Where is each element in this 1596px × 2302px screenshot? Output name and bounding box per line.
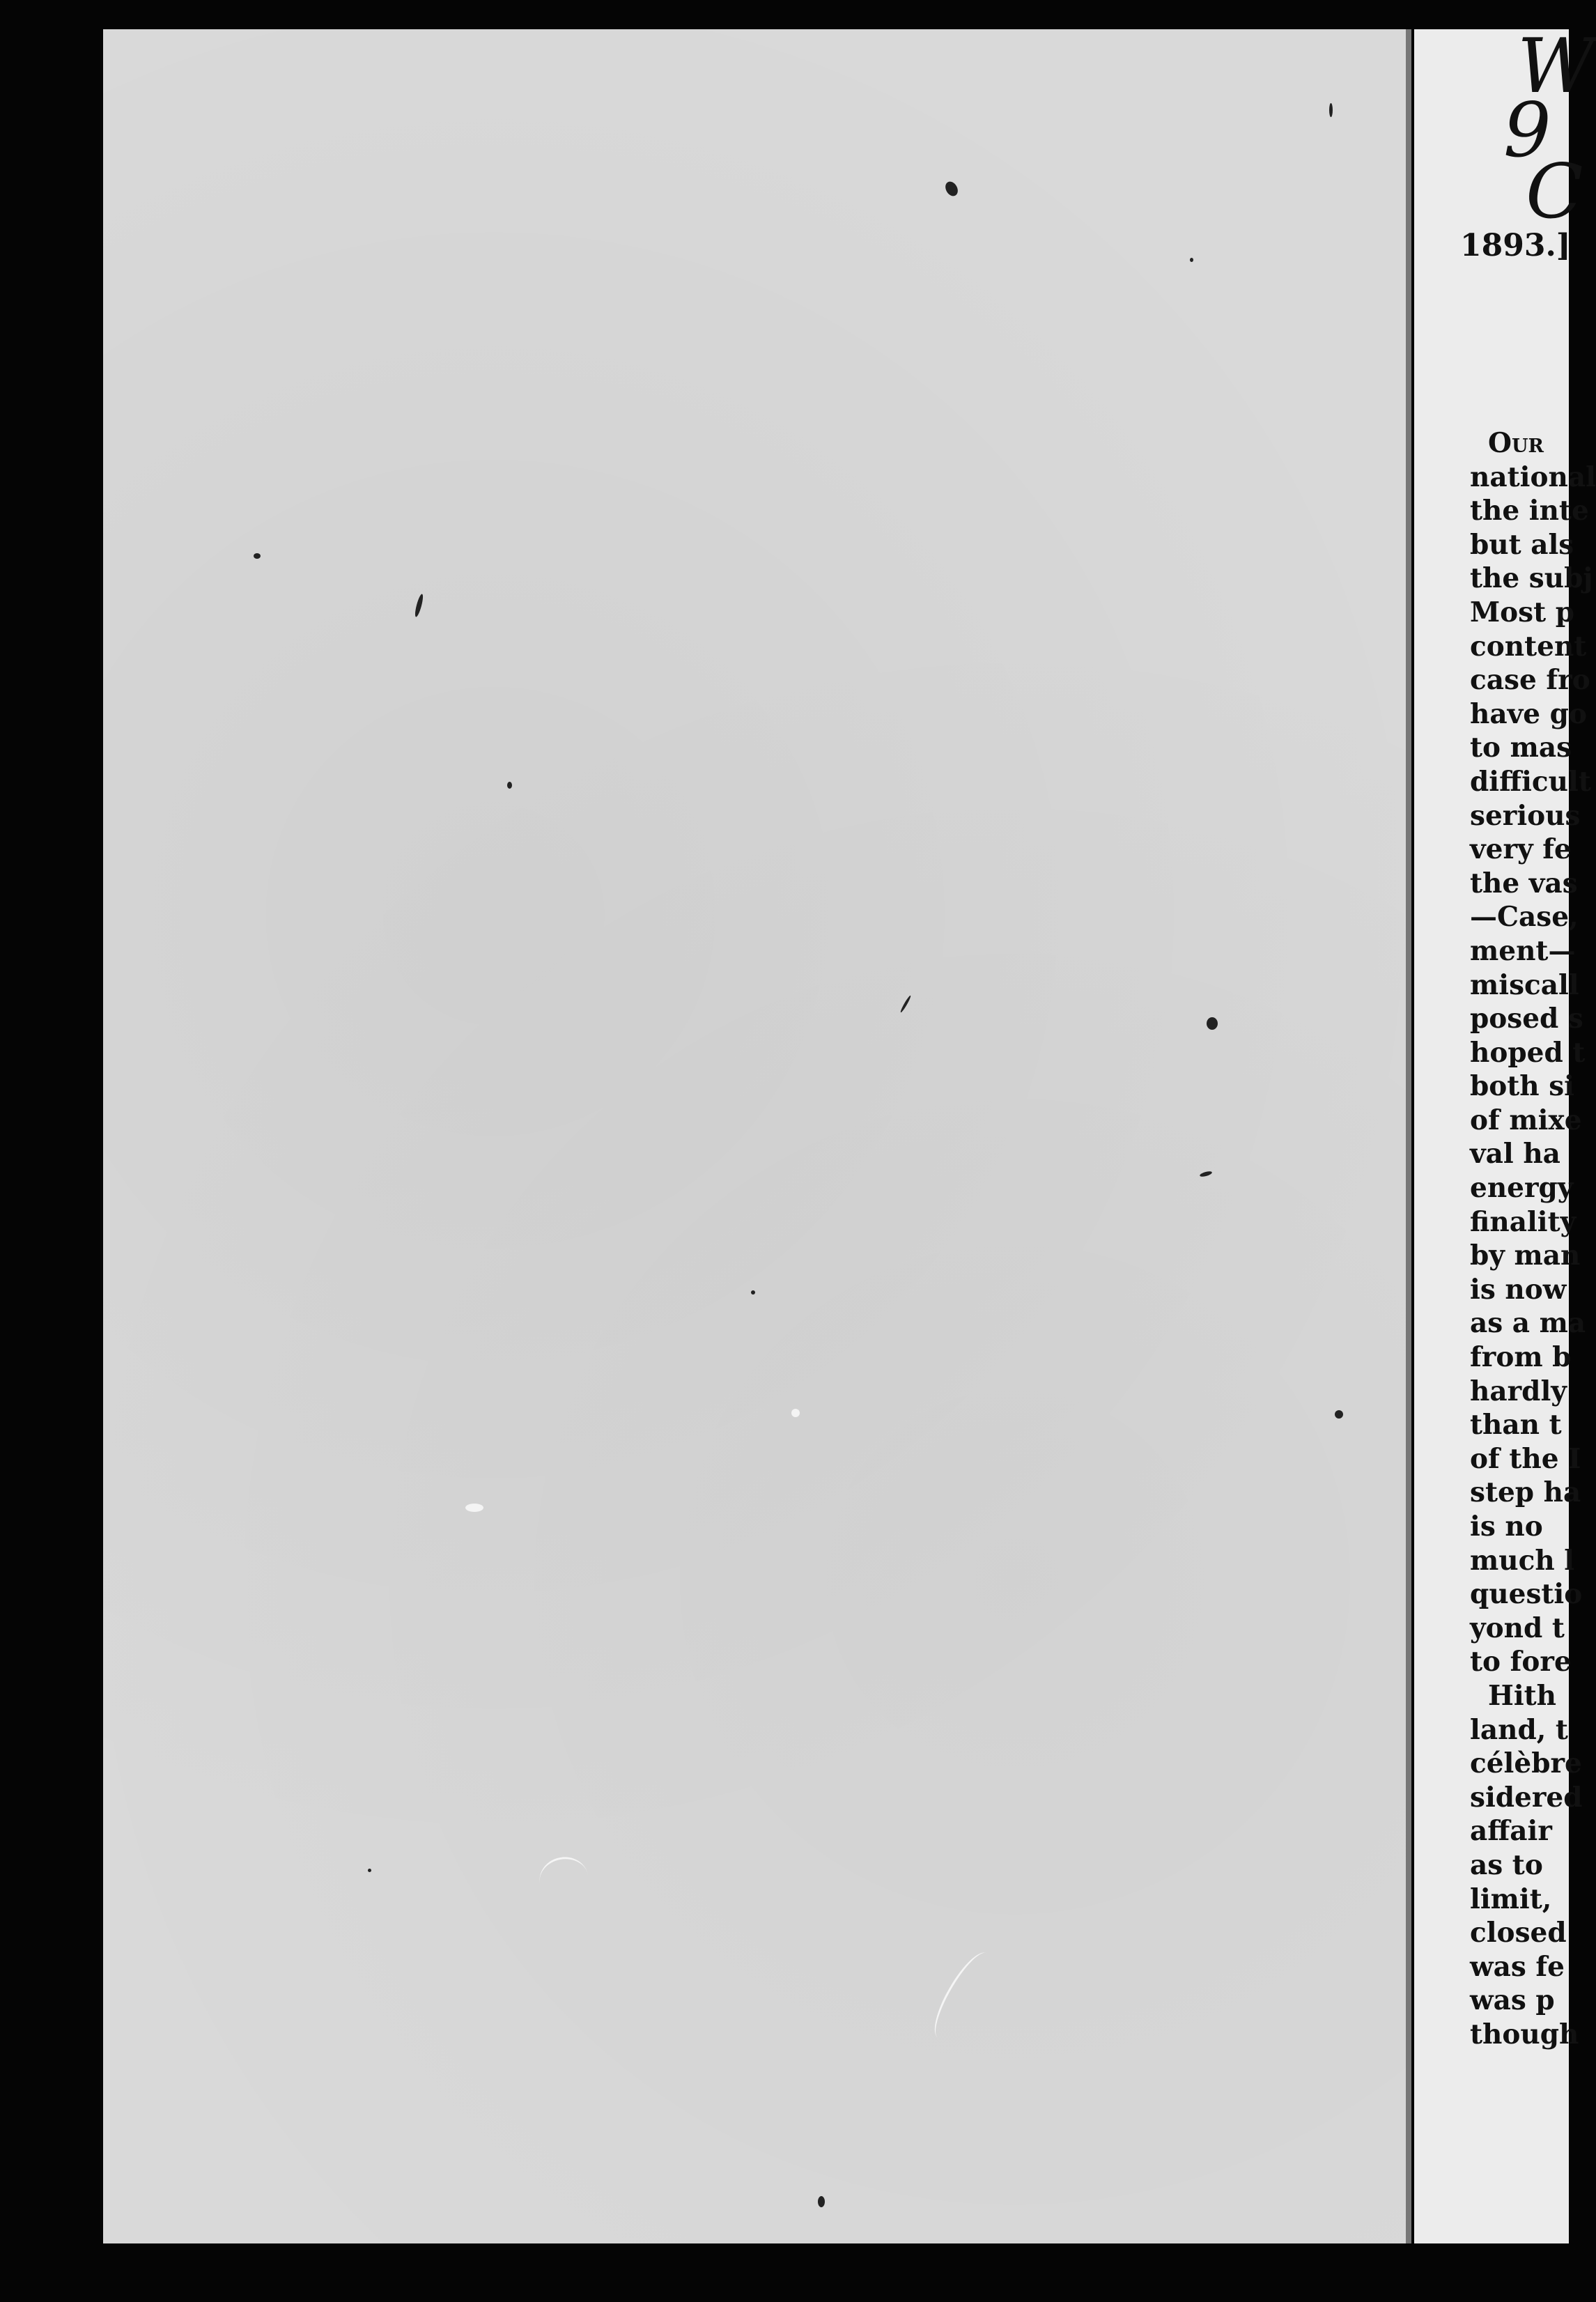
text-line (1470, 1577, 1596, 1612)
paper-speck (943, 179, 961, 198)
text-line (1470, 1645, 1596, 1679)
paper-fiber (536, 1853, 592, 1905)
paper-speck (1190, 258, 1193, 262)
text-line-content: to mas (1470, 732, 1572, 764)
text-line (1470, 765, 1596, 799)
handwritten-mark: C (1526, 148, 1583, 235)
text-line (1470, 968, 1596, 1003)
text-line-content: ment— (1470, 934, 1576, 967)
text-line (1470, 1002, 1596, 1036)
text-line-content: sidered (1470, 1781, 1583, 1814)
recto-text-page (1414, 23, 1596, 2243)
text-line-content: Hith (1488, 1679, 1557, 1712)
text-line-content: questio (1470, 1578, 1583, 1611)
text-line-content: Our (1488, 427, 1544, 459)
text-line-content: from b (1470, 1341, 1572, 1374)
paper-speck (1200, 1171, 1213, 1177)
text-line-content: limit, (1470, 1883, 1552, 1915)
text-line (1470, 1544, 1596, 1578)
paper-speck (1207, 1017, 1218, 1030)
text-line-content: the inte (1470, 495, 1589, 527)
text-line (1470, 562, 1596, 596)
text-line (1470, 2018, 1596, 2052)
text-line-content: hardly (1470, 1375, 1567, 1407)
paper-speck (254, 553, 261, 559)
text-line (1470, 1171, 1596, 1205)
text-line (1470, 833, 1596, 867)
running-header: 1893.] (1460, 228, 1571, 263)
text-line (1470, 494, 1596, 528)
text-line-content: but als (1470, 528, 1574, 561)
text-line-content: was fe (1470, 1950, 1565, 1983)
text-line (1470, 1273, 1596, 1307)
text-line (1470, 1916, 1596, 1950)
gutter (1406, 29, 1411, 2243)
text-line (1470, 1408, 1596, 1442)
text-line-content: closed (1470, 1917, 1567, 1949)
text-line-content: serious (1470, 799, 1581, 832)
text-line-content: of mixe (1470, 1104, 1582, 1136)
text-line (1470, 1984, 1596, 2018)
text-line (1470, 630, 1596, 664)
text-line (1470, 1375, 1596, 1409)
paper-speck (414, 594, 425, 618)
text-line (1470, 1036, 1596, 1070)
blank-verso-page (103, 29, 1406, 2243)
text-line (1470, 461, 1596, 495)
text-line-content: hoped t (1470, 1036, 1586, 1069)
paper-speck (899, 995, 911, 1013)
text-line-content: as a ma (1470, 1307, 1586, 1340)
text-line (1470, 1848, 1596, 1883)
text-line-content: than t (1470, 1409, 1562, 1442)
text-line (1470, 934, 1596, 968)
text-line-content: national (1470, 461, 1596, 493)
text-line-content: Most p (1470, 596, 1575, 628)
text-line (1470, 900, 1596, 934)
handwritten-mark: 9 (1503, 87, 1551, 174)
text-line-content: the vas (1470, 867, 1578, 899)
text-line-content: difficult (1470, 765, 1591, 798)
text-line-content: finality (1470, 1205, 1576, 1238)
text-line (1470, 1341, 1596, 1375)
text-line (1470, 528, 1596, 562)
scan-bottom-edge (103, 2243, 1569, 2302)
paper-speck (751, 1290, 755, 1295)
text-line (1470, 1476, 1596, 1510)
paper-fiber (925, 1946, 1000, 2046)
text-line (1470, 1239, 1596, 1273)
text-line (1470, 1713, 1596, 1747)
text-line (1470, 1883, 1596, 1917)
text-line (1470, 1137, 1596, 1171)
text-line-content: step ha (1470, 1476, 1581, 1509)
text-line (1470, 697, 1596, 732)
text-line-content: both si (1470, 1070, 1575, 1103)
text-line-content: to fore (1470, 1646, 1572, 1678)
text-line-content: is now (1470, 1273, 1567, 1306)
paper-speck (1329, 103, 1333, 117)
text-line (1470, 1205, 1596, 1239)
text-line-content: very fe (1470, 833, 1572, 866)
text-line-content: miscall (1470, 968, 1579, 1001)
text-line (1470, 799, 1596, 833)
text-line (1470, 596, 1596, 630)
text-line-content: by man (1470, 1239, 1581, 1272)
text-line-content: as to (1470, 1848, 1543, 1881)
text-line-content: posed s (1470, 1003, 1583, 1035)
text-line (1470, 867, 1596, 901)
paper-speck (507, 782, 512, 789)
text-line-content: val ha (1470, 1138, 1560, 1171)
text-line (1470, 1104, 1596, 1138)
text-line (1470, 1950, 1596, 1984)
text-line (1470, 426, 1596, 461)
text-line (1470, 1814, 1596, 1848)
text-line-content: energy (1470, 1172, 1574, 1205)
paper-speck (368, 1869, 371, 1872)
text-line-content: of the I (1470, 1442, 1581, 1475)
text-line (1470, 1069, 1596, 1104)
paper-speck (791, 1409, 800, 1417)
text-line-content: yond t (1470, 1612, 1565, 1644)
text-line-content: have go (1470, 697, 1587, 730)
text-line-content: case fro (1470, 664, 1590, 697)
handwritten-mark: W (1517, 23, 1595, 110)
text-line (1470, 1781, 1596, 1815)
text-line-content: the subj (1470, 562, 1593, 595)
text-line (1470, 663, 1596, 697)
text-line-content: much l (1470, 1544, 1575, 1577)
text-line-content: content (1470, 630, 1587, 663)
text-line-content: affair (1470, 1815, 1552, 1848)
text-line-content: célèbre (1470, 1747, 1582, 1780)
text-line (1470, 1679, 1596, 1713)
text-line (1470, 1510, 1596, 1544)
text-line (1470, 1306, 1596, 1341)
text-line-content: —Case, (1470, 901, 1579, 934)
text-line (1470, 1612, 1596, 1646)
paper-speck (818, 2196, 825, 2207)
paper-speck (1335, 1410, 1343, 1419)
text-line-content: though (1470, 2018, 1579, 2050)
text-line (1470, 731, 1596, 765)
text-line-content: land, t (1470, 1713, 1568, 1746)
text-line (1470, 1442, 1596, 1476)
text-line-content: is no (1470, 1511, 1543, 1543)
text-line (1470, 1747, 1596, 1781)
text-line-content: was p (1470, 1984, 1555, 2017)
article-text-column (1470, 426, 1596, 2052)
paper-speck (465, 1504, 483, 1512)
